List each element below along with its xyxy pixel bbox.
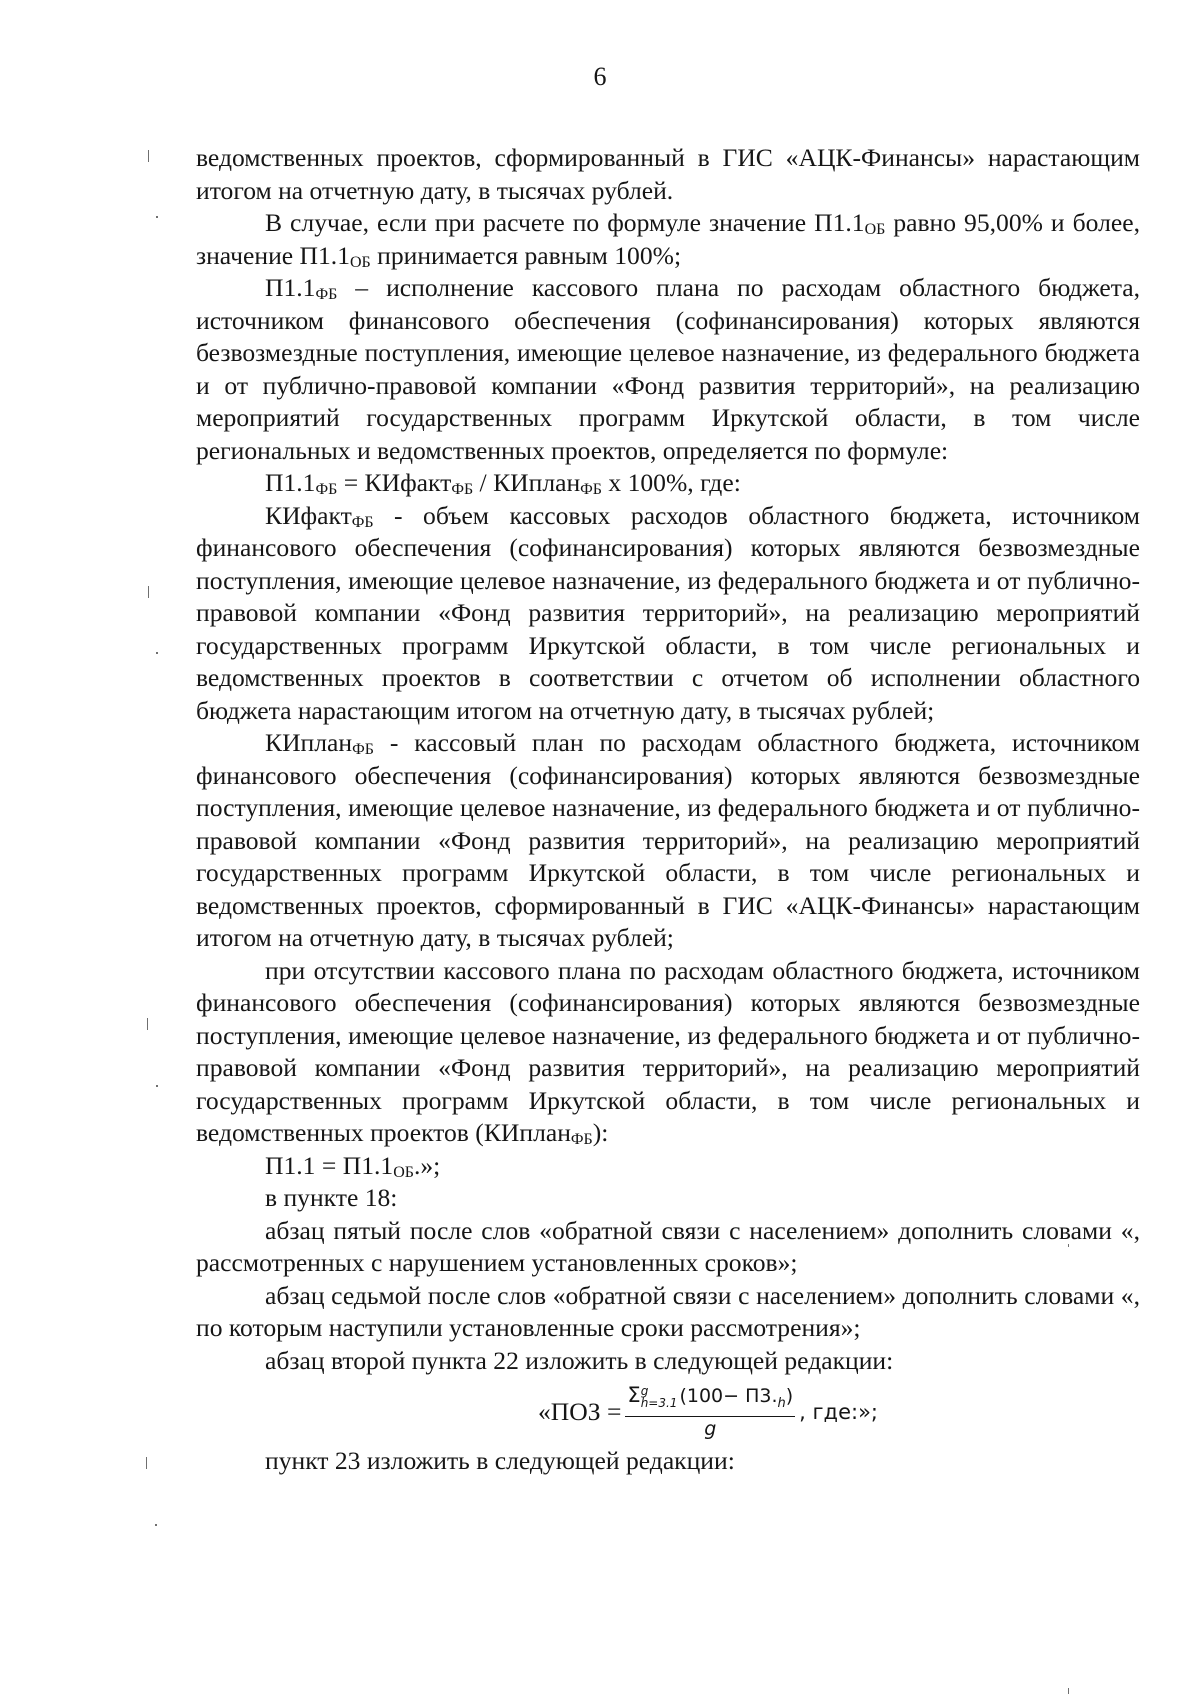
paragraph-abzac-5: абзац пятый после слов «обратной связи с населением» дополнить словами «, рассмотренных с нарушением установленных сроков»; <box>196 1215 1140 1277</box>
paragraph-kifakt: КИфакт$_{ФБ}$ - объем кассовых расходов областного бюджета, источником финансового обеспечения (софинансирования) которых являются безвозмездные поступления, имеющие целевое назначение, из федерального бюджета и от публично-правовой компании «Фонд развития территорий», на реализацию мероприятий государственных программ Иркутской области, в том числе региональных и ведомственных проектов в соответствии с отчетом об исполнении областного бюджета нарастающим итогом на отчетную дату, в тысячах рублей; <box>196 500 1140 725</box>
scan-speck <box>156 652 158 654</box>
paragraph-2: В случае, если при расчете по формуле значение $П1.1_{ОБ}$ равно 95,00% и более, значение $П1.1_{ОБ}$ принимается равным 100%; <box>196 208 1140 271</box>
formula-p11: $П1.1 = П1.1_{ОБ}$.»; <box>265 1150 441 1181</box>
scan-speck <box>156 216 158 218</box>
paragraph-point-18: в пункте 18: <box>265 1183 398 1212</box>
document-body <box>196 142 1140 1478</box>
formula-poz <box>196 1379 1140 1445</box>
paragraph-point-22: абзац второй пункта 22 изложить в следующей редакции: <box>265 1345 894 1375</box>
scan-speck <box>1068 1688 1069 1694</box>
scan-speck <box>156 1085 158 1087</box>
scan-speck <box>148 586 149 598</box>
paragraph-kiplan: КИплан$_{ФБ}$ - кассовый план по расходам областного бюджета, источником финансового обеспечения (софинансирования) которых являются безвозмездные поступления, имеющие целевое назначение, из федерального бюджета и от публично-правовой компании «Фонд развития территорий», на реализацию мероприятий государственных программ Иркутской области, в том числе региональных и ведомственных проектов, сформированный в ГИС «АЦК-Финансы» нарастающим итогом на отчетную дату, в тысячах рублей; <box>196 728 1140 952</box>
paragraph-point-23: пункт 23 изложить в следующей редакции: <box>265 1446 735 1475</box>
formula-p11fb: $П1.1_{ФБ}$ = КИфакт$_{ФБ}$ / КИплан$_{ФБ}$ х 100%, где: <box>265 468 741 498</box>
paragraph-abzac-7: абзац седьмой после слов «обратной связи с населением» дополнить словами «, по которым наступили установленные сроки рассмотрения»; <box>196 1280 1140 1342</box>
scan-speck <box>1068 1244 1069 1247</box>
formula-poz-rhs: , где:»; <box>799 1399 878 1424</box>
scan-speck <box>147 1018 148 1030</box>
formula-poz-fraction <box>625 1383 795 1441</box>
sum-upper-limit: g <box>640 1383 649 1398</box>
sum-lower-limit: h=3.1 <box>640 1395 678 1410</box>
formula-poz-denominator: g <box>704 1417 717 1440</box>
scan-speck <box>155 1524 157 1526</box>
page-number: 6 <box>593 62 607 91</box>
paragraph-3: $П1.1_{ФБ}$ – исполнение кассового плана по расходам областного бюджета, источником финансового обеспечения (софинансирования) которых являются безвозмездные поступления, имеющие целевое назначение, из федерального бюджета и от публично-правовой компании «Фонд развития территорий», на реализацию мероприятий государственных программ Иркутской области, в том числе региональных и ведомственных проектов, определяется по формуле: <box>196 273 1140 465</box>
scan-speck <box>146 1457 147 1469</box>
paragraph-no-plan: при отсутствии кассового плана по расходам областного бюджета, источником финансового обеспечения (софинансирования) которых являются безвозмездные поступления, имеющие целевое назначение, из федерального бюджета и от публично-правовой компании «Фонд развития территорий», на реализацию мероприятий государственных программ Иркутской области, в том числе региональных и ведомственных проектов (КИплан$_{ФБ}$): <box>196 955 1140 1148</box>
sum-sign-icon: Σ <box>627 1383 641 1408</box>
scan-speck <box>148 150 149 162</box>
formula-poz-numerator: Σ g h=3.1 $(100- П3._h)$ <box>625 1383 795 1417</box>
paragraph-1: ведомственных проектов, сформированный в ГИС «АЦК-Финансы» нарастающим итогом на отчетную дату, в тысячах рублей. <box>196 143 1140 205</box>
formula-poz-lhs: «ПОЗ = <box>537 1396 622 1426</box>
